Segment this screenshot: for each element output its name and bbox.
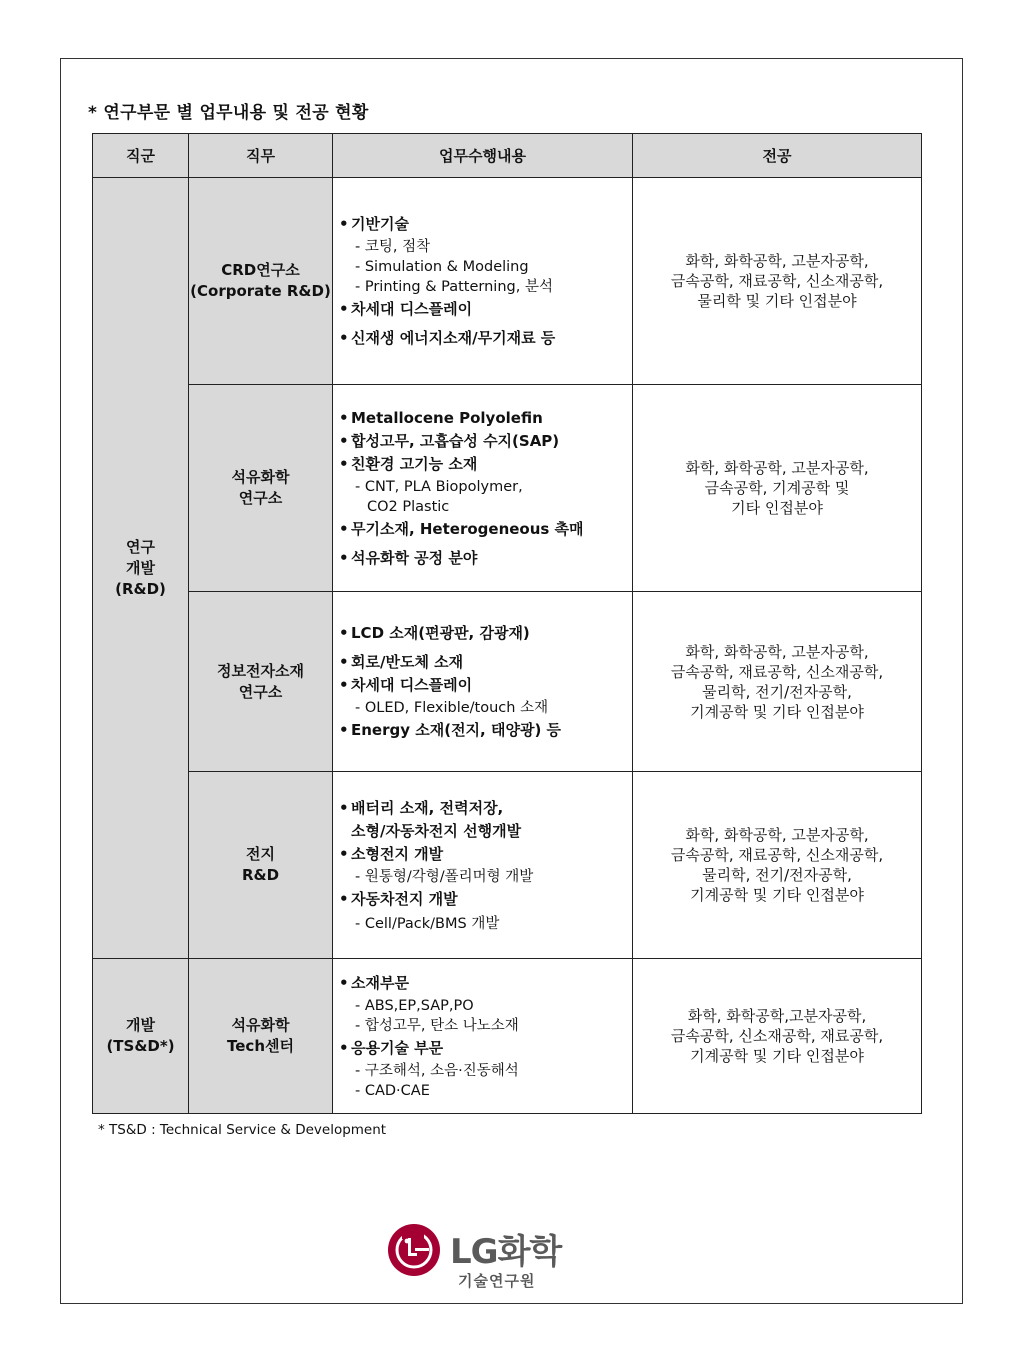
tasks-cell: • Metallocene Polyolefin • 합성고무, 고흡습성 수지(SAP) • 친환경 고기능 소재 - CNT, PLA Biopolymer, CO2 Plastic • 무기소재, Heterogeneous 촉매 • 석유화학 공정 분야: [333, 385, 633, 592]
major-cell: 화학, 화학공학, 고분자공학, 금속공학, 재료공학, 신소재공학, 물리학 및 기타 인접분야: [633, 178, 922, 385]
task-item: • 회로/반도체 소재: [339, 652, 464, 671]
task-item: • 석유화학 공정 분야: [339, 548, 478, 567]
header-major: 전공: [633, 134, 922, 178]
task-item: • Metallocene Polyolefin: [339, 408, 543, 427]
research-table: [92, 133, 922, 1114]
table-row: [93, 772, 922, 959]
header-row: [93, 134, 922, 178]
task-item: • 배터리 소재, 전력저장,: [339, 799, 504, 817]
group-cell-tsd: 개발 (TS&D*): [93, 959, 189, 1114]
role-cell: 전지 R&D: [189, 772, 333, 959]
role-cell: CRD연구소 (Corporate R&D): [189, 178, 333, 385]
role-cell: 석유화학 연구소: [189, 385, 333, 592]
role-cell: 정보전자소재 연구소: [189, 592, 333, 772]
table-row: [93, 385, 922, 592]
task-item: • 친환경 고기능 소재: [339, 454, 478, 473]
logo-subtitle: 기술연구원: [458, 1272, 536, 1290]
major-cell: 화학, 화학공학,고분자공학, 금속공학, 신소재공학, 재료공학, 기계공학 및 기타 인접분야: [633, 959, 922, 1114]
task-item: • 합성고무, 고흡습성 수지(SAP): [339, 431, 560, 450]
major-cell: 화학, 화학공학, 고분자공학, 금속공학, 재료공학, 신소재공학, 물리학, 전기/전자공학, 기계공학 및 기타 인접분야: [633, 592, 922, 772]
lg-chem-logo: [388, 1222, 608, 1292]
tasks-cell: • 소재부문 - ABS,EP,SAP,PO - 합성고무, 탄소 나노소재 • 응용기술 부문 - 구조해석, 소음·진동해석 - CAD·CAE: [333, 959, 633, 1114]
table-row: [93, 178, 922, 385]
task-item: • LCD 소재(편광판, 감광재): [339, 623, 530, 642]
major-cell: 화학, 화학공학, 고분자공학, 금속공학, 재료공학, 신소재공학, 물리학, 전기/전자공학, 기계공학 및 기타 인접분야: [633, 772, 922, 959]
major-cell: 화학, 화학공학, 고분자공학, 금속공학, 기계공학 및 기타 인접분야: [633, 385, 922, 592]
header-group: 직군: [93, 134, 189, 178]
page-title: * 연구부문 별 업무내용 및 전공 현황: [88, 103, 369, 123]
tasks-cell: • 배터리 소재, 전력저장, 소형/자동차전지 선행개발 • 소형전지 개발 - 원통형/각형/폴리머형 개발 • 자동차전지 개발 - Cell/Pack/BMS 개발: [333, 772, 633, 959]
task-item: • 차세대 디스플레이: [339, 299, 473, 318]
header-role: 직무: [189, 134, 333, 178]
table-row: [93, 959, 922, 1114]
task-item: • 응용기술 부문: [339, 1039, 444, 1057]
tasks-cell: • 기반기술 - 코팅, 점착 - Simulation & Modeling - Printing & Patterning, 분석 • 차세대 디스플레이 • 신재생 에너지소재/무기재료 등: [333, 178, 633, 385]
tasks-cell: • LCD 소재(편광판, 감광재) • 회로/반도체 소재 • 차세대 디스플레이 - OLED, Flexible/touch 소재 • Energy 소재(전지, 태양광) 등: [333, 592, 633, 772]
task-item: • 자동차전지 개발: [339, 890, 458, 908]
task-item: • 소형전지 개발: [339, 845, 444, 863]
role-cell: 석유화학 Tech센터: [189, 959, 333, 1114]
task-item: • 무기소재, Heterogeneous 촉매: [339, 519, 584, 538]
footnote: * TS&D : Technical Service & Development: [98, 1122, 387, 1138]
task-item: • 소재부문: [339, 974, 409, 992]
header-tasks: 업무수행내용: [333, 134, 633, 178]
logo-wordmark: LG화학: [450, 1232, 562, 1272]
task-item: • 기반기술: [339, 214, 409, 233]
task-item: • 차세대 디스플레이: [339, 675, 473, 694]
task-item: • 신재생 에너지소재/무기재료 등: [339, 328, 556, 347]
group-cell-rnd: 연구 개발 (R&D): [93, 178, 189, 959]
task-item: • Energy 소재(전지, 태양광) 등: [339, 720, 562, 739]
table-row: [93, 592, 922, 772]
lg-face-icon: [388, 1224, 440, 1276]
